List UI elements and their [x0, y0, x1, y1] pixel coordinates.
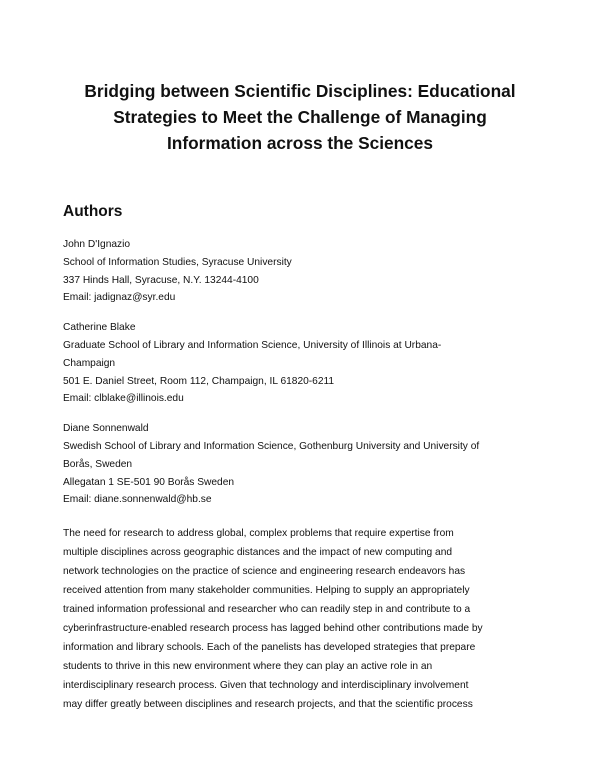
- title-line: Bridging between Scientific Disciplines: Educational: [84, 81, 516, 101]
- authors-list: [63, 236, 543, 521]
- abstract-line: network technologies on the practice of science and engineering research endeavors has: [63, 566, 466, 577]
- title-line: Information across the Sciences: [166, 133, 434, 153]
- author-name: Catherine Blake: [63, 322, 136, 334]
- author-block: [63, 319, 543, 408]
- author-address: 501 E. Daniel Street, Room 112, Champaign, IL 61820-6211: [63, 375, 335, 387]
- author-block: [63, 420, 543, 509]
- paper-title: [40, 78, 560, 156]
- abstract-line: students to thrive in this new environment where they can play an active role in an: [63, 661, 433, 672]
- abstract-line: The need for research to address global, complex problems that require expertise from: [63, 528, 454, 539]
- abstract-line: interdisciplinary research process. Given that technology and interdisciplinary involvement: [63, 680, 469, 691]
- author-address: 337 Hinds Hall, Syracuse, N.Y. 13244-4100: [63, 274, 259, 286]
- abstract-line: cyberinfrastructure-enabled research process has lagged behind other contributions made by: [63, 623, 483, 634]
- author-affiliation: Graduate School of Library and Information Science, University of Illinois at Urbana-: [63, 339, 442, 351]
- author-address: Allegatan 1 SE-501 90 Borås Sweden: [63, 476, 235, 488]
- authors-heading: Authors: [63, 203, 123, 220]
- author-email: Email: clblake@illinois.edu: [63, 393, 184, 405]
- abstract-paragraph: [63, 524, 543, 714]
- author-email: Email: diane.sonnenwald@hb.se: [63, 494, 212, 506]
- author-affiliation: Swedish School of Library and Information Science, Gothenburg University and University of: [63, 440, 480, 452]
- abstract-line: trained information professional and researcher who can readily step in and contribute to a: [63, 604, 471, 615]
- author-email: Email: jadignaz@syr.edu: [63, 292, 176, 304]
- author-affiliation: School of Information Studies, Syracuse University: [63, 256, 292, 268]
- author-affiliation: Borås, Sweden: [63, 458, 133, 470]
- author-name: John D'Ignazio: [63, 239, 131, 250]
- author-affiliation: Champaign: [63, 357, 116, 369]
- abstract-line: multiple disciplines across geographic distances and the impact of new computing and: [63, 547, 453, 558]
- author-name: Diane Sonnenwald: [63, 423, 149, 435]
- title-line: Strategies to Meet the Challenge of Managing: [113, 107, 487, 127]
- abstract-line: may differ greatly between disciplines and research projects, and that the scientific process: [63, 699, 473, 710]
- abstract-line: received attention from many stakeholder communities. Helping to supply an appropriately: [63, 585, 470, 596]
- abstract-line: information and library schools. Each of the panelists has developed strategies that prepare: [63, 642, 476, 653]
- author-block: [63, 236, 543, 307]
